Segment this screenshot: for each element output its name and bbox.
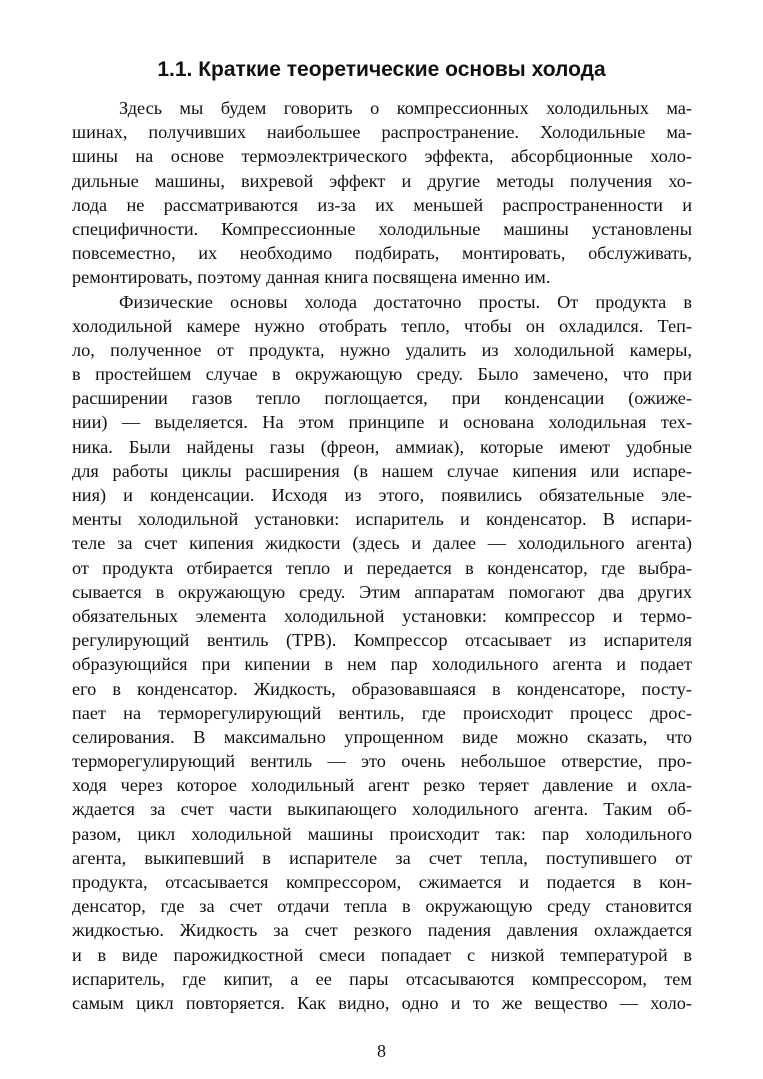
paragraph-line: его в конденсатор. Жидкость, образовавшаяся в конденсаторе, посту- (72, 678, 692, 699)
paragraph-line: денсатор, где за счет отдачи тепла в окружающую среду становится (72, 896, 692, 917)
paragraph-line: и в виде парожидкостной смеси попадает с низкой температурой в (72, 944, 692, 965)
paragraph-line: нии) — выделяется. На этом принципе и основана холодильная тех- (72, 412, 692, 433)
paragraph-line: жидкостью. Жидкость за счет резкого падения давления охлаждается (72, 920, 692, 941)
paragraph-line: ния) и конденсации. Исходя из этого, появились обязательные эле- (72, 485, 692, 505)
paragraph-line: Физические основы холода достаточно просты. От продукта в (119, 291, 692, 312)
paragraph-line: лода не рассматриваются из-за их меньшей распространенности и (72, 194, 692, 215)
paragraph-line: пает на терморегулирующий вентиль, где происходит процесс дрос- (72, 702, 692, 723)
paragraph-line: дильные машины, вихревой эффект и другие методы получения хо- (72, 170, 692, 191)
paragraph-line: самым цикл повторяется. Как видно, одно и то же вещество — холо- (72, 992, 692, 1013)
paragraph-line: Здесь мы будем говорить о компрессионных холодильных ма- (119, 98, 692, 118)
paragraph-line: шины на основе термоэлектрического эффекта, абсорбционные холо- (72, 146, 692, 167)
paragraph-line: терморегулирующий вентиль — это очень небольшое отверстие, про- (72, 751, 692, 772)
paragraph-line: от продукта отбирается тепло и передается в конденсатор, где выбра- (72, 557, 692, 578)
paragraph-line: в простейшем случае в окружающую среду. Было замечено, что при (72, 364, 692, 385)
paragraph-line: для работы циклы расширения (в нашем случае кипения или испаре- (72, 460, 692, 481)
section-heading: 1.1. Краткие теоретические основы холода (157, 58, 606, 81)
paragraph-line: холодильной камере нужно отобрать тепло, чтобы он охладился. Теп- (72, 315, 692, 336)
paragraph-line: агента, выкипевший в испарителе за счет тепла, поступившего от (72, 847, 692, 868)
paragraph-line: селирования. В максимально упрощенном виде можно сказать, что (72, 726, 692, 747)
paragraph-line: повсеместно, их необходимо подбирать, монтировать, обслуживать, (72, 243, 692, 264)
paragraph-line: регулирующий вентиль (ТРВ). Компрессор отсасывает из испарителя (72, 630, 692, 651)
paragraph-line: ло, полученное от продукта, нужно удалить из холодильной камеры, (72, 339, 692, 360)
paragraph-line: специфичности. Компрессионные холодильные машины установлены (72, 218, 692, 239)
page-number: 8 (377, 1041, 386, 1061)
paragraph-line: образующийся при кипении в нем пар холодильного агента и подает (72, 654, 692, 675)
paragraph-line: менты холодильной установки: испаритель и конденсатор. В испари- (72, 509, 692, 530)
paragraph-line: ремонтировать, поэтому данная книга посвящена именно им. (72, 267, 551, 288)
body-text (72, 96, 692, 1015)
paragraph (72, 290, 692, 1016)
paragraph-line: расширении газов тепло поглощается, при конденсации (ожиже- (72, 388, 692, 409)
paragraph-line: продукта, отсасывается компрессором, сжимается и подается в кон- (72, 872, 692, 892)
paragraph-line: испаритель, где кипит, а ее пары отсасываются компрессором, тем (72, 968, 692, 989)
paragraph (72, 96, 692, 290)
paragraph-line: ходя через которое холодильный агент резко теряет давление и охла- (72, 775, 692, 796)
paragraph-line: ждается за счет части выкипающего холодильного агента. Таким об- (72, 799, 692, 820)
paragraph-line: теле за счет кипения жидкости (здесь и далее — холодильного агента) (72, 533, 692, 554)
paragraph-line: сывается в окружающую среду. Этим аппаратам помогают два других (72, 581, 692, 602)
paragraph-line: шинах, получивших наибольшее распространение. Холодильные ма- (72, 122, 692, 143)
paragraph-line: обязательных элемента холодильной установки: компрессор и термо- (72, 605, 692, 626)
paragraph-line: ника. Были найдены газы (фреон, аммиак), которые имеют удобные (72, 436, 692, 457)
paragraph-line: разом, цикл холодильной машины происходит так: пар холодильного (72, 823, 692, 844)
